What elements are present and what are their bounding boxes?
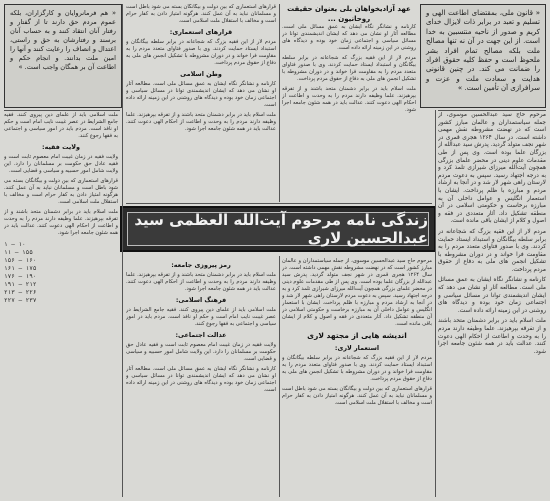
- column-text: ملت اسلام باید در برابر دشمنان متحد باشند و از تفرقه بپرهیزند. علما وظیفه دارند مردم را به وحدت و اطاعت از احکام الهی دعوت کنند. عدالت باید در همه شئون جامعه اجرا شود.: [438, 318, 546, 355]
- section-heading-farhang: فرهنگ اسلامی:: [175, 296, 227, 304]
- column-text: مردم لار از این فقیه بزرگ که شجاعانه در برابر سلطه بیگانگان و استبداد ایستاد حمایت کردند. وی با صدور فتاوای متعدد مردم را به مقاومت فرا خواند و در دوران مشروطه با تشکیل انجمن های ملی به دفاع از حقوق مردم پرداخت.: [282, 55, 416, 82]
- column-divider: [279, 256, 280, 497]
- quote-box-top-left: « هم فرمانروایان و کارگزاران، بلکه عموم مردم حق دارند تا از گفتار و رفتار آنان انتقاد کنند و به حساب آنان برسند و رفتارشان به حق و راستی، اعتدال و انصاف را رعایت کنند و آنها را امین ملت بدانند. و انجام حکم و اطاعت آن بر همگان واجب است. »: [4, 4, 122, 108]
- column-lower-center-right: [282, 258, 432, 497]
- column-heading: عهد آزادیخواهان بلی بعنوان حقیقت روحانیون ...: [287, 5, 411, 23]
- page-number-list: ۱ — ۱۰ ۱۱ — ۱۵۵ ۱۵۶ — ۱۶۰ ۱۶۱ — ۱۷۵ ۱۷۶ — ۱۹۰ ۱۹۱ — ۲۱۲ ۲۱۳ — ۲۲۶ ۲۲۷ — ۲۳۷: [4, 241, 37, 304]
- column-text: مردم لار از این فقیه بزرگ که شجاعانه در برابر سلطه بیگانگان و استبداد ایستاد حمایت کردند. وی با صدور فتاوای متعدد مردم را به مقاومت فرا خواند و در دوران مشروطه با تشکیل انجمن های ملی به دفاع از حقوق مردم پرداخت.: [126, 39, 276, 66]
- column-text: کارنامه و نشانگر نگاه ایشان به عمق مسائل ملی است. مطالعه آثار او نشان می دهد که ایشان اندیشمندی توانا در مسائل سیاسی و اجتماعی زمان خود بوده و دیدگاه های روشنی در این زمینه ارائه داده است.: [126, 366, 276, 393]
- column-divider: [435, 110, 436, 497]
- headline-banner-inner: [127, 212, 429, 246]
- section-heading-ostad: استعمار لاری:: [334, 344, 380, 352]
- column-text: قرارهای استعماری که بین دولت و بیگانگان بسته می شود باطل است و مسلمانان نباید به آن عمل کنند. هرگونه امتیاز دادن به کفار حرام است و مخالف با استقلال ملت اسلامی است.: [4, 178, 118, 205]
- column-top-center-right: [282, 4, 416, 200]
- section-heading-vatan: وطن اسلامی: [180, 70, 222, 78]
- column-text: مردم لار از این فقیه بزرگ که شجاعانه در برابر سلطه بیگانگان و استبداد ایستاد حمایت کردند. وی با صدور فتاوای متعدد مردم را به مقاومت فرا خواند و در دوران مشروطه با تشکیل انجمن های ملی به دفاع از حقوق مردم پرداخت.: [438, 228, 546, 273]
- section-heading-edalat: عدالت اجتماعی:: [175, 331, 227, 339]
- column-text: ولایت فقیه در زمان غیبت امام معصوم ثابت است و فقیه عادل حق حکومت بر مسلمانان را دارد. این ولایت شامل امور حسبیه و سیاسی و قضایی است.: [126, 342, 276, 362]
- section-heading-ramz: رمز پیروزی جامعه:: [171, 261, 231, 269]
- section-heading-velayat: ولایت فقیه:: [42, 143, 80, 151]
- column-text: ملت اسلامی باید از علمای دین پیروی کنند. فقیه جامع الشرایط در عصر غیبت نایب امام است و حکم او نافذ است. مردم باید در امور سیاسی و اجتماعی به فقها رجوع کنند.: [126, 307, 276, 327]
- column-divider: [279, 4, 280, 202]
- column-text: قرارهای استعماری که بین دولت و بیگانگان بسته می شود باطل است و مسلمانان نباید به آن عمل کنند. هرگونه امتیاز دادن به کفار حرام است و مخالف با استقلال ملت اسلامی است.: [282, 386, 432, 406]
- column-text: کارنامه و نشانگر نگاه ایشان به عمق مسائل ملی است. مطالعه آثار او نشان می دهد که ایشان اندیشمندی توانا در مسائل سیاسی و اجتماعی زمان خود بوده و دیدگاه های روشنی در این زمینه ارائه داده است.: [438, 277, 546, 314]
- headline-banner: [120, 206, 436, 252]
- section-heading-andishe: اندیشه هایی از مجتهد لاری: [307, 331, 407, 340]
- column-text: ملت اسلام باید در برابر دشمنان متحد باشند و از تفرقه بپرهیزند. علما وظیفه دارند مردم را به وحدت و اطاعت از احکام الهی دعوت کنند. عدالت باید در همه شئون جامعه اجرا شود.: [4, 209, 118, 236]
- row-divider: [126, 203, 432, 204]
- column-text: مرحوم حاج سید عبدالحسین موسوی، از جمله سیاستمداران و عالمان مبارز کشور است که در نهضت مشروطه نقش مهمی داشته است. در سال ۱۲۶۴ هجری قمری در شهر نجف متولد گردید. پدرش سید عبدالله از بزرگان علما بوده است. وی پس از طی مقدمات علوم دینی در محضر علمای بزرگی همچون آیت‌الله میرزای شیرازی تلمذ کرد و به درجه اجتهاد رسید. سپس به دعوت مردم لارستان راهی شهر لار شد و در آنجا به ارشاد مردم و مبارزه با ظلم پرداخت. ایشان با استعمار انگلیس و عوامل داخلی آن به مبارزه برخاست و حکومتی اسلامی در آن منطقه تشکیل داد. آثار متعددی در فقه و اصول و کلام از ایشان باقی مانده است.: [282, 258, 432, 327]
- column-top-center-left: [126, 4, 276, 200]
- column-lower-center-left: [126, 258, 276, 497]
- column-text: ملت اسلامی باید از علمای دین پیروی کنند. فقیه جامع الشرایط در عصر غیبت نایب امام است و حکم او نافذ است. مردم باید در امور سیاسی و اجتماعی به فقها رجوع کنند.: [4, 112, 118, 139]
- column-text: ملت اسلام باید در برابر دشمنان متحد باشند و از تفرقه بپرهیزند. علما وظیفه دارند مردم را به وحدت و اطاعت از احکام الهی دعوت کنند. عدالت باید در همه شئون جامعه اجرا شود.: [126, 272, 276, 292]
- section-heading-qararha: قرارهای استعماری:: [169, 28, 233, 36]
- column-text: ملت اسلام باید در برابر دشمنان متحد باشند و از تفرقه بپرهیزند. علما وظیفه دارند مردم را به وحدت و اطاعت از احکام الهی دعوت کنند. عدالت باید در همه شئون جامعه اجرا شود.: [126, 112, 276, 132]
- column-right: [438, 112, 546, 497]
- headline-title: زندگی نامه مرحوم آیت‌الله العظمی سید عبدالحسین لاری: [134, 211, 428, 247]
- column-text: ملت اسلام باید در برابر دشمنان متحد باشند و از تفرقه بپرهیزند. علما وظیفه دارند مردم را به وحدت و اطاعت از احکام الهی دعوت کنند. عدالت باید در همه شئون جامعه اجرا شود.: [282, 86, 416, 113]
- quote-box-top-right: « قانون ملی، بمقتضای اطاعت الهی و تسلیم و تعبد در برابر ذات لایزال خدای کریم و صدور از ناحیه منتسبین به خدا است. از این جهت در آن نه تنها مصالح ملت بلکه مصالح تمام افراد بشر ملحوظ است و حفظ کلیه حقوق افراد را ضمانت می کند. در چنین قانونی هدایت و سعادت ملت و عزت و سرافرازی آن تأمین است. »: [420, 4, 546, 108]
- column-text: ولایت فقیه در زمان غیبت امام معصوم ثابت است و فقیه عادل حق حکومت بر مسلمانان را دارد. این ولایت شامل امور حسبیه و سیاسی و قضایی است.: [4, 154, 118, 174]
- column-text: کارنامه و نشانگر نگاه ایشان به عمق مسائل ملی است. مطالعه آثار او نشان می دهد که ایشان اندیشمندی توانا در مسائل سیاسی و اجتماعی زمان خود بوده و دیدگاه های روشنی در این زمینه ارائه داده است.: [126, 81, 276, 108]
- row-divider: [4, 110, 120, 111]
- column-text: مردم لار از این فقیه بزرگ که شجاعانه در برابر سلطه بیگانگان و استبداد ایستاد حمایت کردند. وی با صدور فتاوای متعدد مردم را به مقاومت فرا خواند و در دوران مشروطه با تشکیل انجمن های ملی به دفاع از حقوق مردم پرداخت.: [282, 355, 432, 382]
- row-divider: [438, 110, 546, 111]
- column-left: [4, 112, 118, 497]
- column-text: کارنامه و نشانگر نگاه ایشان به عمق مسائل ملی است. مطالعه آثار او نشان می دهد که ایشان اندیشمندی توانا در مسائل سیاسی و اجتماعی زمان خود بوده و دیدگاه های روشنی در این زمینه ارائه داده است.: [282, 24, 416, 51]
- column-text: مرحوم حاج سید عبدالحسین موسوی، از جمله سیاستمداران و عالمان مبارز کشور است که در نهضت مشروطه نقش مهمی داشته است. در سال ۱۲۶۴ هجری قمری در شهر نجف متولد گردید. پدرش سید عبدالله از بزرگان علما بوده است. وی پس از طی مقدمات علوم دینی در محضر علمای بزرگی همچون آیت‌الله میرزای شیرازی تلمذ کرد و به درجه اجتهاد رسید. سپس به دعوت مردم لارستان راهی شهر لار شد و در آنجا به ارشاد مردم و مبارزه با ظلم پرداخت. ایشان با استعمار انگلیس و عوامل داخلی آن به مبارزه برخاست و حکومتی اسلامی در آن منطقه تشکیل داد. آثار متعددی در فقه و اصول و کلام از ایشان باقی مانده است.: [438, 112, 546, 225]
- column-divider: [122, 4, 123, 497]
- column-text: قرارهای استعماری که بین دولت و بیگانگان بسته می شود باطل است و مسلمانان نباید به آن عمل کنند. هرگونه امتیاز دادن به کفار حرام است و مخالف با استقلال ملت اسلامی است.: [126, 4, 276, 24]
